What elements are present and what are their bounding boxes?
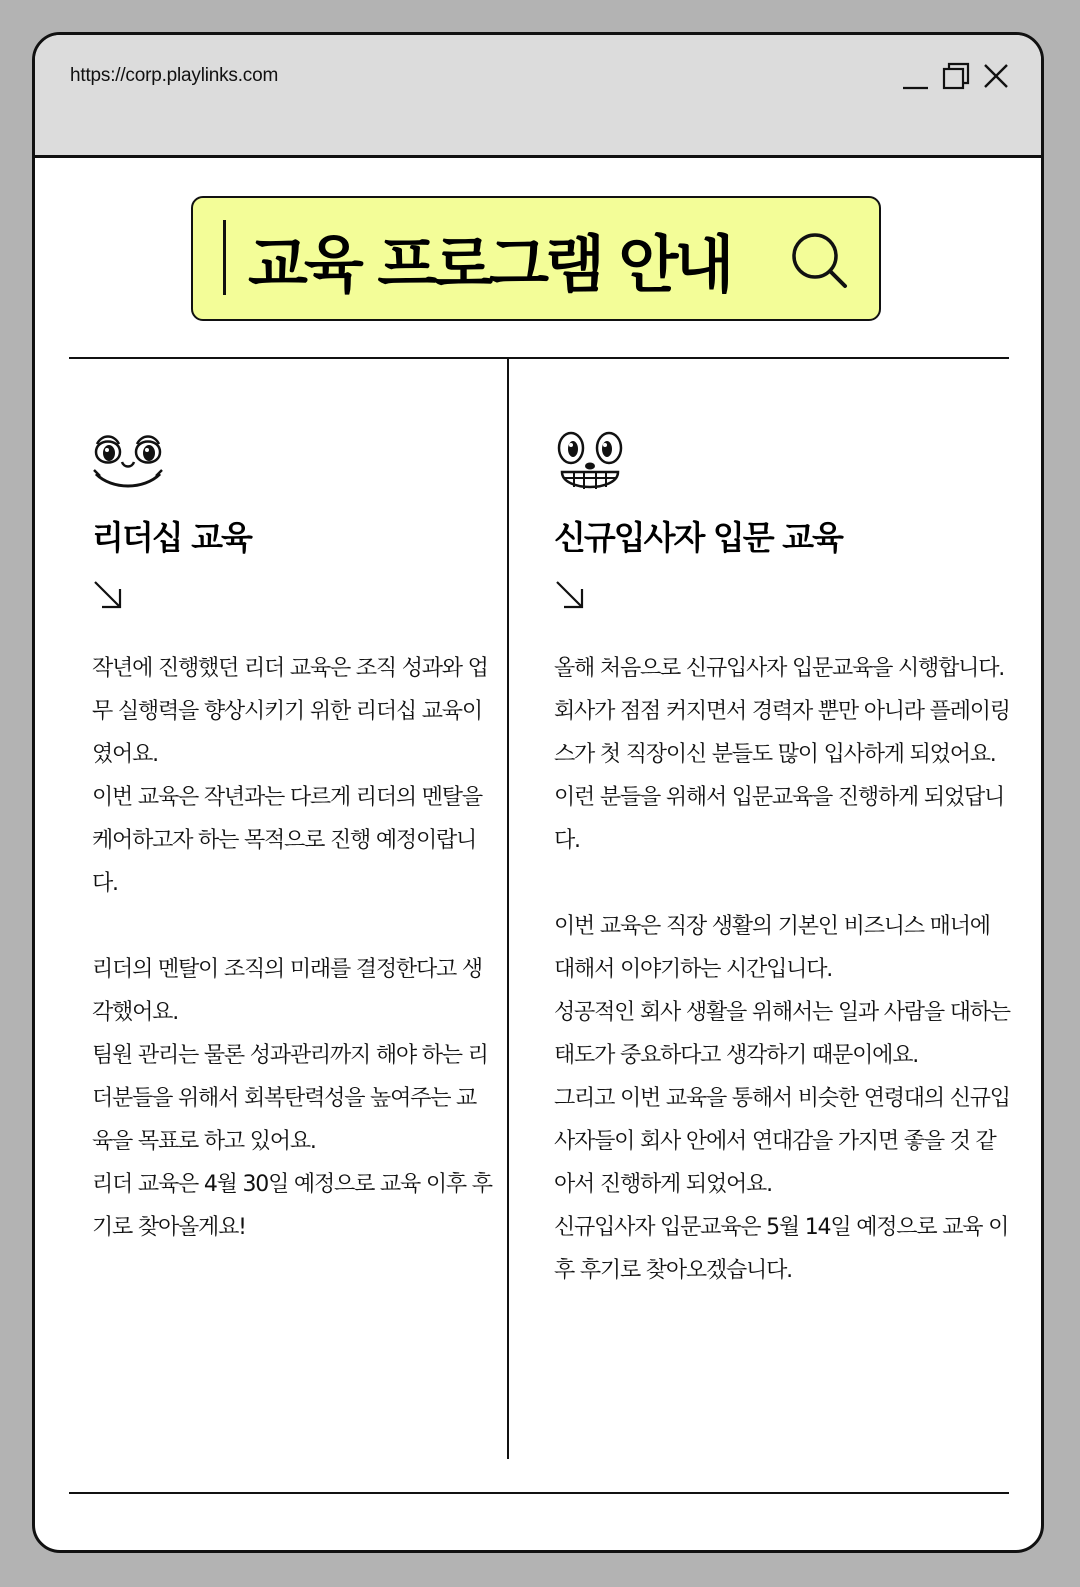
top-divider bbox=[69, 357, 1009, 359]
close-icon[interactable] bbox=[981, 61, 1011, 91]
search-bar[interactable] bbox=[191, 196, 881, 321]
section-onboarding bbox=[554, 430, 1014, 1292]
smirking-face-icon bbox=[92, 430, 164, 494]
section-body: 올해 처음으로 신규입사자 입문교육을 시행합니다. 회사가 점점 커지면서 경력자 뿐만 아니라 플레이링스가 첫 직장이신 분들도 많이 입사하게 되었어요. 이런 분들을 위해서 입문교육을 진행하게 되었답니다. 이번 교육은 직장 생활의 기본인 비즈니스 매너에 대해서 이야기하는 시간입니다. 성공적인 회사 생활을 위해서는 일과 사람을 대하는 태도가 중요하다고 생각하기 때문이에요. 그리고 이번 교육을 통해서 비슷한 연령대의 신규입사자들이 회사 안에서 연대감을 가지면 좋을 것 같아서 진행하게 되었어요. 신규입사자 입문교육은 5월 14일 예정으로 교육 이후 후기로 찾아오겠습니다. bbox=[554, 656, 1010, 1283]
grinning-face-icon bbox=[554, 430, 626, 494]
browser-window bbox=[32, 32, 1044, 1553]
section-body: 작년에 진행했던 리더 교육은 조직 성과와 업무 실행력을 향상시키기 위한 리더십 교육이였어요. 이번 교육은 작년과는 다르게 리더의 멘탈을 케어하고자 하는 목적으로 진행 예정이랍니다. 리더의 멘탈이 조직의 미래를 결정한다고 생각했어요. 팀원 관리는 물론 성과관리까지 해야 하는 리더분들을 위해서 회복탄력성을 높여주는 교육을 목표로 하고 있어요. 리더 교육은 4월 30일 예정으로 교육 이후 후기로 찾아올게요! bbox=[92, 656, 492, 1240]
browser-titlebar bbox=[35, 35, 1041, 158]
minimize-icon[interactable] bbox=[901, 61, 931, 91]
section-title: 리더십 교육 bbox=[92, 518, 251, 557]
window-controls bbox=[901, 61, 1011, 91]
text-caret bbox=[223, 220, 226, 295]
search-icon[interactable] bbox=[789, 230, 849, 290]
arrow-down-right-icon[interactable] bbox=[92, 579, 124, 611]
address-bar-url[interactable]: https://corp.playlinks.com bbox=[70, 65, 279, 86]
arrow-down-right-icon[interactable] bbox=[554, 579, 586, 611]
page-title: 교육 프로그램 안내 bbox=[248, 228, 731, 301]
bottom-divider bbox=[69, 1492, 1009, 1494]
section-leadership bbox=[92, 430, 492, 1249]
restore-icon[interactable] bbox=[941, 61, 971, 91]
section-title: 신규입사자 입문 교육 bbox=[554, 518, 842, 557]
column-divider bbox=[507, 359, 509, 1459]
